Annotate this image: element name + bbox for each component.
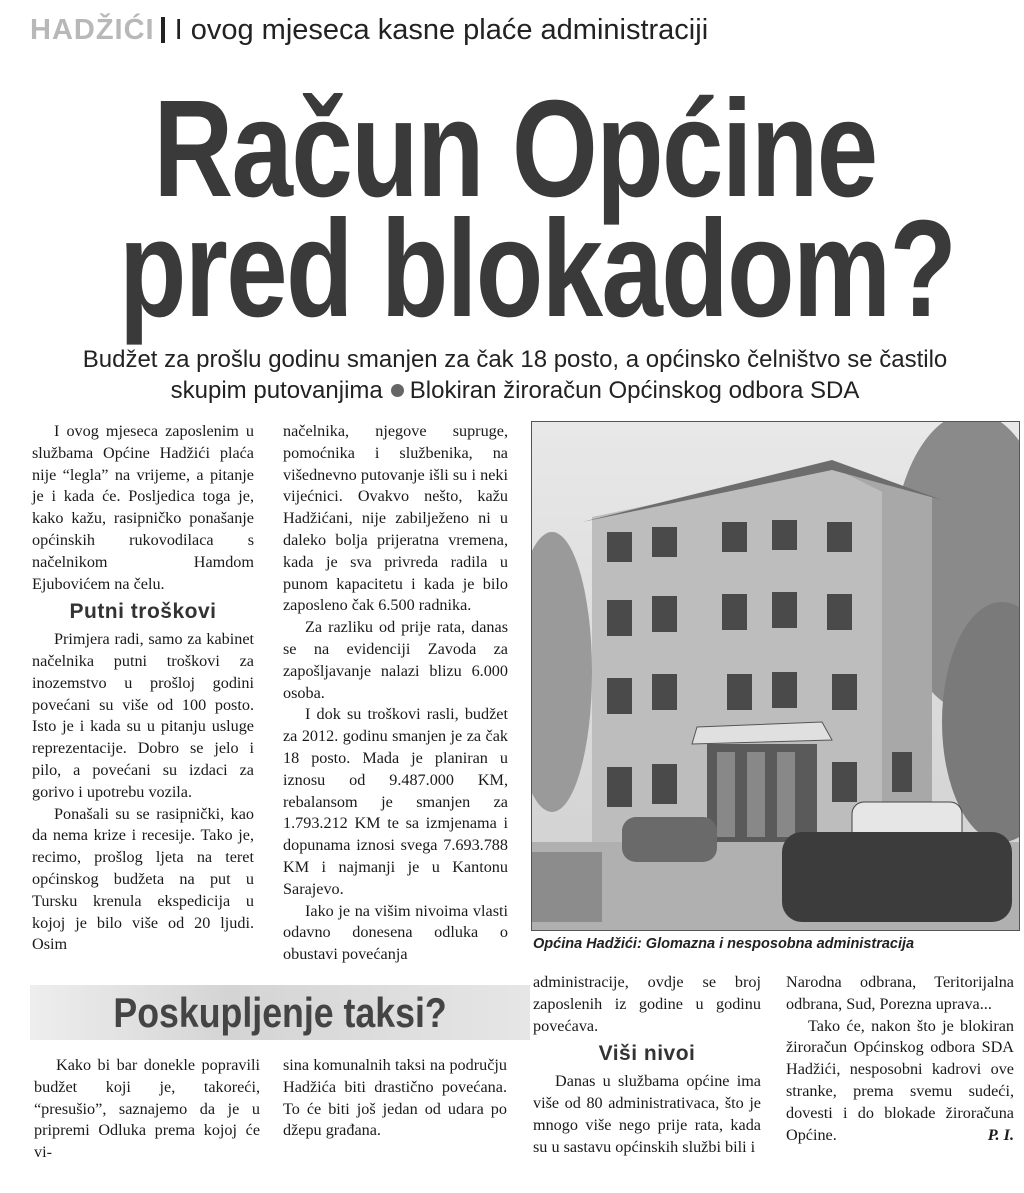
paragraph: I dok su troškovi rasli, budžet za 2012. godinu smanjen je za čak 18 posto. Mada je planiran u iznosu od 9.487.000 KM, rebalansom je smanjen za 1.793.212 KM te sa izmjenama i dopunama iznosi svega 7.693.788 KM i najmanji je u Kantonu Sarajevo. <box>283 705 508 898</box>
article-column-3 <box>34 1055 260 1164</box>
building-photo-image <box>532 422 1019 930</box>
bullet-icon <box>391 384 404 397</box>
kicker-text: I ovog mjeseca kasne plaće administraciji <box>174 14 709 46</box>
article-column-1 <box>32 421 254 956</box>
deck <box>40 344 990 406</box>
kicker <box>30 14 708 47</box>
article-column-5 <box>533 972 761 1158</box>
subheading-poskupljenje-taksi <box>30 985 530 1040</box>
photo-caption: Općina Hadžići: Glomazna i nesposobna administracija <box>533 936 915 952</box>
subheading-putni-troskovi: Putni troškovi <box>69 600 217 624</box>
kicker-divider <box>161 17 165 43</box>
article-column-4 <box>283 1055 507 1142</box>
paragraph: Iako je na višim nivoima vlasti odavno donesena odluka o obustavi povećanja <box>283 901 508 964</box>
subheading-visi-nivoi: Viši nivoi <box>598 1042 696 1066</box>
building-photo <box>531 421 1020 931</box>
deck-line-2a: skupim putovanjima <box>170 377 383 404</box>
paragraph: Danas u službama općine ima više od 80 administrativaca, što je mnogo više nego prije rata, kada su u sastavu općinskih službi bili i <box>533 1072 761 1156</box>
paragraph: administracije, ovdje se broj zaposlenih iz godine u godinu povećava. <box>533 973 761 1035</box>
author-signature: P. I. <box>987 1125 1014 1144</box>
deck-line-2b: Blokiran žiroračun Općinskog odbora SDA <box>409 377 860 404</box>
kicker-tag: HADŽIĆI <box>30 14 155 46</box>
paragraph: Za razliku od prije rata, danas se na evidenciji Zavoda za zapošljavanje nalazi blizu 6.000 osoba. <box>283 618 508 702</box>
paragraph-text: Tako će, nakon što je blokiran žiroračun Općinskog odbora SDA Hadžići, nesposobni kadrovi ove stranke, prema svemu sudeći, dovesti i do blokade žiroračuna Općine. <box>786 1016 1014 1144</box>
headline-line-2: pred blokadom? <box>119 192 956 346</box>
article-column-2 <box>283 421 508 966</box>
article-column-6 <box>786 972 1014 1146</box>
paragraph: sina komunalnih taksi na području Hadžića biti drastično povećana. To će biti još jedan od udara po džepu građana. <box>283 1056 507 1140</box>
paragraph: Kako bi bar donekle popravili budžet koji je, takoreći, “presušio”, saznajemo da je u pripremi Odluka prema kojoj će vi- <box>34 1056 260 1162</box>
paragraph: Primjera radi, samo za kabinet načelnika putni troškovi za inozemstvo u prošloj godini povećani su više od 100 posto. Isto je i kada su u pitanju usluge reprezentacije. Dobro se jelo i pilo, a povećani su izdaci za gorivo i upotrebu vozila. <box>32 630 254 801</box>
paragraph <box>786 1016 1014 1147</box>
deck-line-2 <box>40 375 990 406</box>
paragraph: Narodna odbrana, Teritorijalna odbrana, Sud, Porezna uprava... <box>786 973 1014 1013</box>
paragraph: načelnika, njegove supruge, pomoćnika i službenika, na višednevno putovanje išli su i neki vijećnici. Ovakvo nešto, kažu Hadžićani, nije zabilježeno ni u daleko bolja prijeratna vremena, kada je sva privreda radila u punom kapacitetu i kada je bilo zaposleno čak 6.500 radnika. <box>283 422 508 615</box>
paragraph: I ovog mjeseca zaposlenim u službama Općine Hadžići plaća nije “legla” na vrijeme, a pitanje je i kada će. Posljedica toga je, kako kažu, rasipničko ponašanje općinskih rukovodilaca s načelnikom Hamdom Ejubovićem na čelu. <box>32 422 254 593</box>
deck-line-1: Budžet za prošlu godinu smanjen za čak 18 posto, a općinsko čelništvo se častilo <box>82 346 948 373</box>
paragraph: Ponašali su se rasipnički, kao da nema krize i recesije. Tako je, recimo, prošlog ljeta na teret općinskog budžeta na put u Tursku krenula ekspedicija u kojoj je bilo više od 20 ljudi. Osim <box>32 804 254 954</box>
subheading-text: Poskupljenje taksi? <box>113 989 447 1036</box>
headline-line-1: Račun Općine <box>153 72 877 226</box>
